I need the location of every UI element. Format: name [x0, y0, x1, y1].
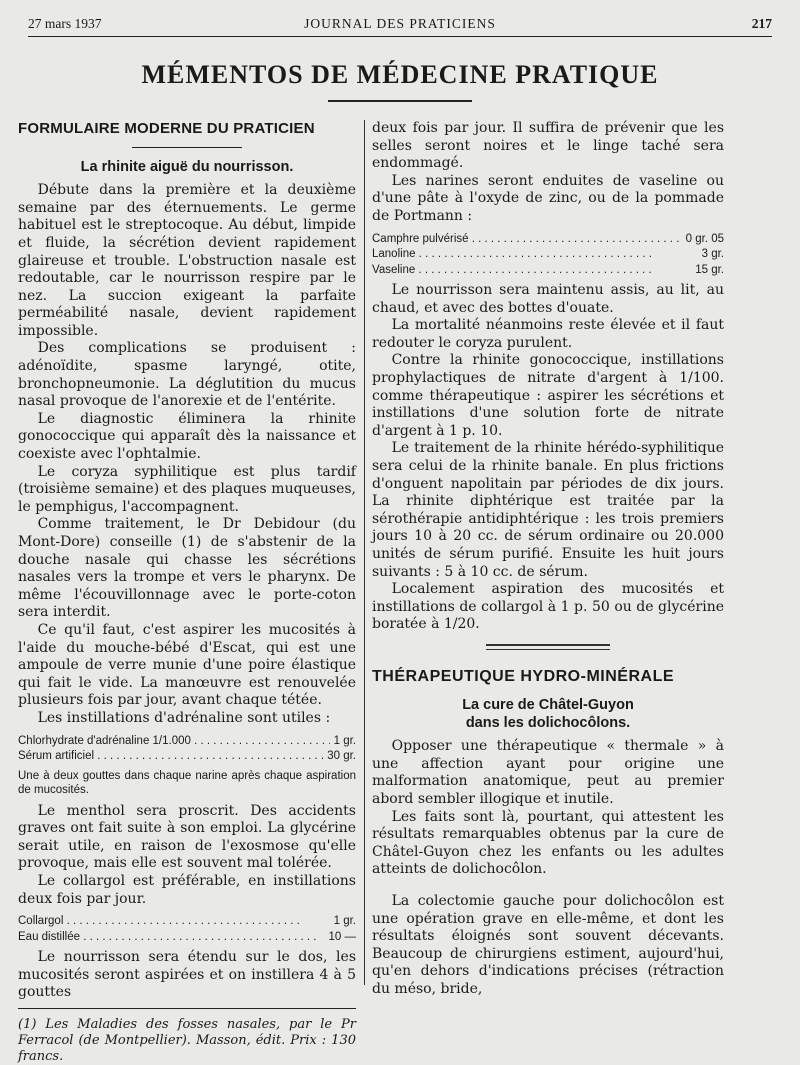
article-title-rhinite: La rhinite aiguë du nourrisson.: [80, 159, 294, 175]
section-separator: [486, 644, 610, 650]
prescription-note: Une à deux gouttes dans chaque narine après chaque aspiration de mucosités.: [18, 769, 356, 796]
article-title-line: La cure de Châtel-Guyon: [462, 696, 634, 713]
paragraph: Contre la rhinite gonococcique, instillations prophylactiques de nitrate d'argent à 1/100. comme thérapeutique : aspirer les sécrétions et instillations d'une solution forte de nitrate d'argent à 1 p. 10.: [372, 352, 724, 439]
paragraph: Ce qu'il faut, c'est aspirer les mucosités à l'aide du mouche-bébé d'Escat, qui est une ampoule de verre munie d'une poire élastique qui fait le vide. La manœuvre est renouvelée plusieurs fois par jour, avant chaque tétée.: [18, 621, 356, 709]
paragraph: Les narines seront enduites de vaseline ou d'une pâte à l'oxyde de zinc, ou de la pommade de Portmann :: [372, 172, 724, 224]
paragraph: Les instillations d'adrénaline sont utiles :: [37, 709, 331, 726]
paragraph: La mortalité néanmoins reste élevée et il faut redouter le coryza purulent.: [372, 317, 724, 351]
paragraph: Le nourrisson sera étendu sur le dos, les mucosités seront aspirées et on instillera 4 à 5 gouttes: [18, 949, 356, 1001]
ingredient-qty: 30 gr.: [327, 750, 356, 763]
prescription-row: [372, 232, 724, 248]
prescription-row: [18, 930, 356, 946]
paragraph: Le nourrisson sera maintenu assis, au lit, au chaud, et avec des bottes d'ouate.: [372, 282, 724, 316]
running-header: [28, 14, 772, 37]
prescription-row: [18, 749, 356, 765]
paragraph: Opposer une thérapeutique « thermale » à une affection ayant pour origine une malformation anatomique, peut au premier abord sembler illogique et inutile.: [372, 738, 724, 807]
prescription-row: [18, 734, 356, 750]
ingredient-name: Camphre pulvérisé . . .: [372, 232, 682, 248]
paragraph: Débute dans la première et la deuxième semaine par des éternuements. Le germe habituel est le streptocoque. Au début, limpide et fluide, la sécrétion devient rapidement glaireuse et trouble. L'obstruction nasale est redoutable, car le nourrisson respire par le nez. La succion exigeant la parfaite perméabilité nasale, devient rapidement impossible.: [18, 182, 356, 339]
paragraph: La colectomie gauche pour dolichocôlon est une opération grave en elle-même, et dont les résultats éloignés sont souvent décevants. Beaucoup de chirurgiens estiment, aujourd'hui, qu'en dehors d'indications précises (rétraction du méso, bride,: [372, 892, 724, 997]
paragraph-gap: [372, 879, 724, 893]
paragraph: Le menthol sera proscrit. Des accidents graves ont fait suite à son emploi. La glycérine serait utile, en raison de l'exosmose qu'elle provoque, mais elle est souvent mal tolérée.: [18, 802, 356, 872]
footnote-rule: [18, 1008, 356, 1009]
ingredient-qty: 10 —: [328, 930, 356, 943]
prescription-row: [372, 247, 724, 263]
ingredient-name: Lanoline . . .: [372, 247, 698, 263]
ingredient-name: Chlorhydrate d'adrénaline 1/1.000 . . .: [18, 734, 330, 750]
paragraph: Les faits sont là, pourtant, qui attestent les résultats remarquables obtenus par la cure de Châtel-Guyon chez les enfants ou les adultes atteints de dolichocôlon.: [372, 808, 724, 878]
prescription-row: [372, 263, 724, 279]
article-title-chatel-guyon: [372, 696, 724, 732]
left-column: [18, 120, 356, 1065]
prescription-collargol: [18, 914, 356, 945]
right-column: [372, 120, 724, 999]
paragraph: Comme traitement, le Dr Debidour (du Mont-Dore) conseille (1) de s'abstenir de la douche nasale qui chasse les sécrétions nasales vers la trompe et vers le pharynx. De même l'écouvillonnage avec le porte-coton sera interdit.: [18, 516, 356, 621]
ingredient-qty: 0 gr. 05: [685, 232, 724, 245]
paragraph: Des complications se produisent : adénoïdite, spasme laryngé, otite, bronchopneumonie. La déglutition du mucus nasal provoque de l'anorexie et de l'entérite.: [18, 340, 356, 410]
section-heading-formulaire: FORMULAIRE MODERNE DU PRATICIEN: [18, 120, 315, 137]
journal-name: JOURNAL DES PRATICIENS: [304, 16, 496, 31]
ingredient-qty: 15 gr.: [695, 263, 724, 276]
ingredient-qty: 1 gr.: [333, 915, 356, 928]
page-number: 217: [751, 16, 772, 31]
prescription-adrenaline: [18, 734, 356, 765]
issue-date: 27 mars 1937: [28, 16, 102, 31]
ingredient-name: Eau distillée . . .: [18, 930, 325, 946]
ingredient-name: Vaseline . . .: [372, 263, 691, 279]
paragraph: Le diagnostic éliminera la rhinite gonococcique qui apparaît dès la naissance et coexiste avec l'ophtalmie.: [18, 410, 356, 463]
paragraph: Le coryza syphilitique est plus tardif (troisième semaine) et des plaques muqueuses, le pemphigus, l'accompagnent.: [18, 463, 356, 515]
ingredient-qty: 3 gr.: [701, 248, 724, 261]
paragraph: Le traitement de la rhinite hérédo-syphilitique sera celui de la rhinite banale. En plus frictions d'onguent napolitain par périodes de dix jours. La rhinite diphtérique est traitée par la sérothérapie antidiphtérique : les trois premiers jours 10 à 20 cc. de sérum ordinaire ou 20.000 unités de sérum purifié. Ensuite les huit jours suivants : 5 à 10 cc. de sérum.: [372, 440, 724, 580]
page-title: MÉMENTOS DE MÉDECINE PRATIQUE: [141, 60, 659, 89]
ingredient-qty: 1 gr.: [333, 734, 356, 747]
prescription-row: [18, 914, 356, 930]
ingredient-name: Sérum artificiel . . .: [18, 749, 323, 765]
title-rule: [328, 100, 472, 102]
section-heading-therapeutique: THÉRAPEUTIQUE HYDRO-MINÉRALE: [372, 667, 675, 685]
prescription-portmann: [372, 232, 724, 279]
paragraph: Localement aspiration des mucosités et instillations de collargol à 1 p. 50 ou de glycérine boratée à 1/20.: [372, 581, 724, 633]
column-divider: [364, 120, 365, 985]
ingredient-name: Collargol . . .: [18, 914, 330, 930]
paragraph: deux fois par jour. Il suffira de prévenir que les selles seront noires et le linge taché sera endommagé.: [372, 120, 724, 172]
article-title-line: dans les dolichocôlons.: [465, 715, 631, 732]
footnote: (1) Les Maladies des fosses nasales, par le Pr Ferracol (de Montpellier). Masson, édit. Prix : 130 francs.: [18, 1016, 356, 1064]
section-rule: [132, 147, 242, 148]
paragraph: Le collargol est préférable, en instillations deux fois par jour.: [18, 872, 356, 907]
